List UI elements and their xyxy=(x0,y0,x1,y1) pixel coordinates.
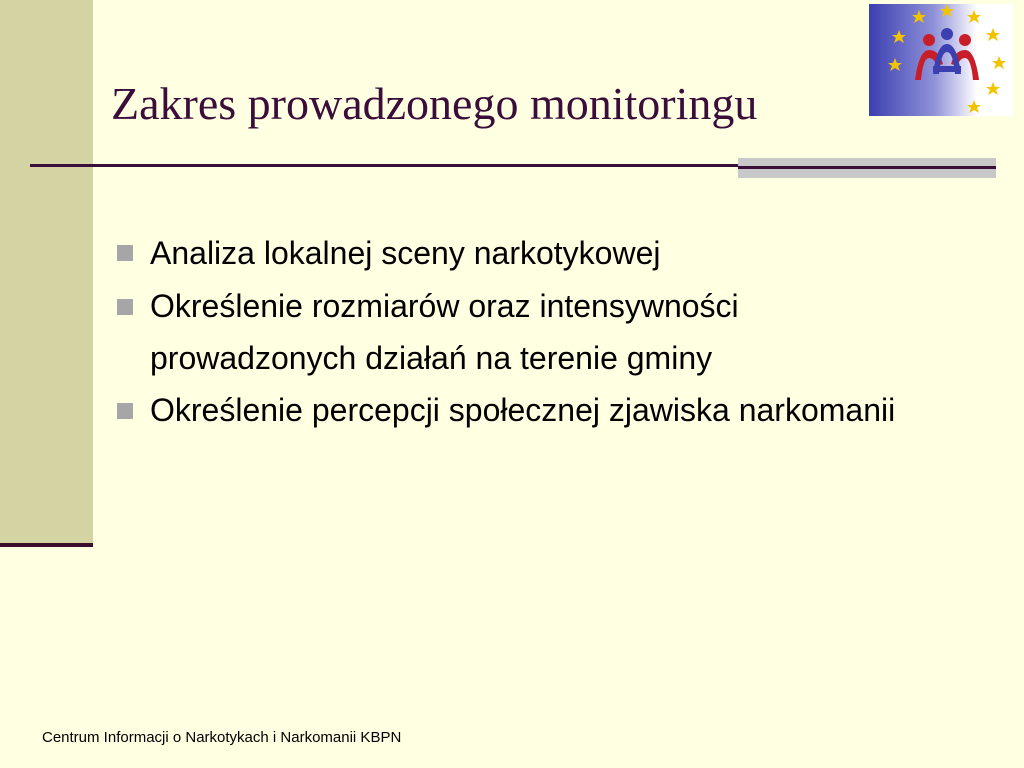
accent-line xyxy=(738,166,996,169)
bullet-item xyxy=(112,384,932,436)
bullet-square-icon xyxy=(117,403,133,419)
bullet-text: Określenie rozmiarów oraz intensywności prowadzonych działań na terenie gminy xyxy=(150,288,739,376)
bullet-item xyxy=(112,280,932,384)
bullet-text: Analiza lokalnej sceny narkotykowej xyxy=(150,235,661,271)
bullet-list xyxy=(112,226,932,436)
bullet-text: Określenie percepcji społecznej zjawiska narkomanii xyxy=(150,392,896,428)
bullet-square-icon xyxy=(117,299,133,315)
footer-text: Centrum Informacji o Narkotykach i Narkomanii KBPN xyxy=(42,729,402,746)
bullet-square-icon xyxy=(117,245,133,261)
side-bar-divider xyxy=(0,543,93,547)
family-eu-stars-logo-icon xyxy=(869,4,1013,116)
side-bar xyxy=(0,0,93,545)
title-rule xyxy=(30,164,740,167)
bullet-item xyxy=(112,226,932,280)
slide-title: Zakres prowadzonego monitoringu xyxy=(111,78,758,129)
